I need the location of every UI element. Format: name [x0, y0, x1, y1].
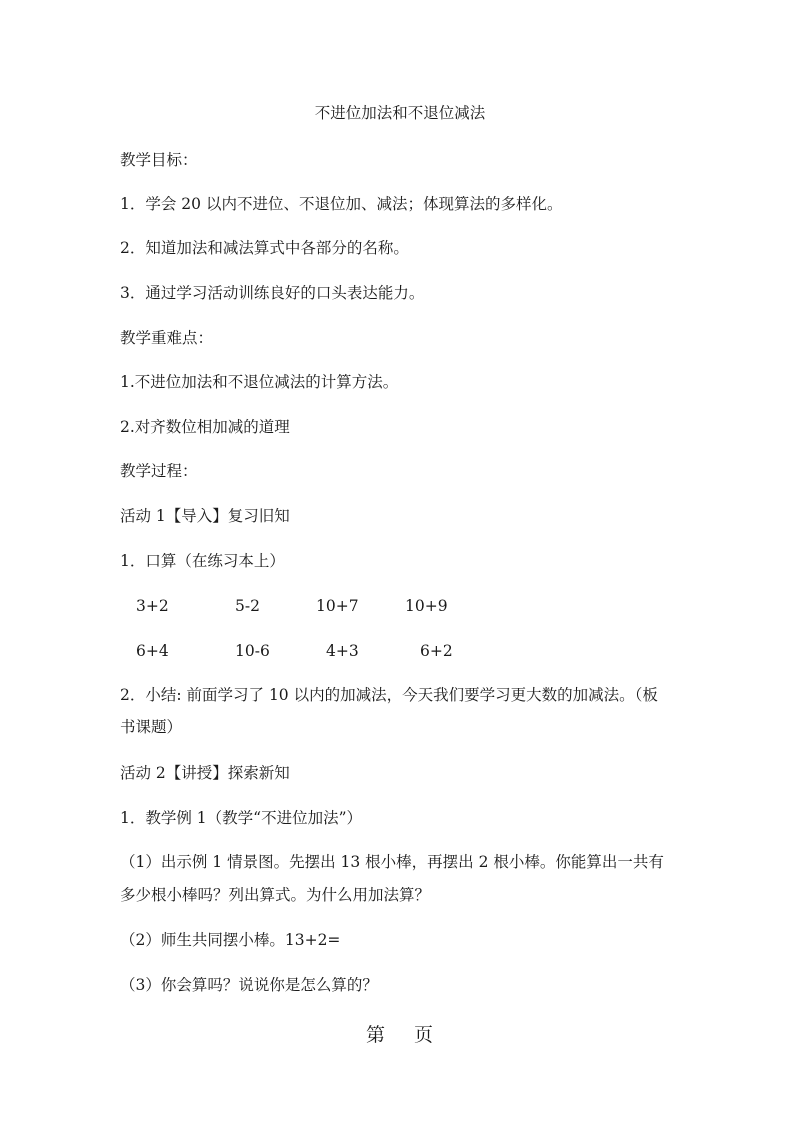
oral-calc-item: 6+2	[420, 642, 453, 660]
oral-calc-item: 10-6	[235, 642, 270, 660]
oral-calc-item: 3+2	[136, 597, 169, 615]
oral-calc-item: 6+4	[136, 642, 169, 660]
key-point-2: 2.对齐数位相加减的道理	[120, 418, 290, 436]
example-1-heading: 1．教学例 1（教学“不进位加法”）	[120, 809, 362, 827]
oral-calc-item: 10+9	[405, 597, 448, 615]
activity-1-heading: 活动 1【导入】复习旧知	[120, 507, 290, 525]
footer-page-suffix: 页	[414, 1024, 435, 1046]
heading-process: 教学过程：	[120, 462, 198, 480]
summary-line-1: 2．小结: 前面学习了 10 以内的加减法，今天我们要学习更大数的加减法。（板	[120, 686, 658, 704]
oral-calc-item: 10+7	[316, 597, 359, 615]
oral-calc-item: 4+3	[326, 642, 359, 660]
step-1-line-1: （1）出示例 1 情景图。先摆出 13 根小棒，再摆出 2 根小棒。你能算出一共有	[120, 853, 664, 871]
step-1-line-2: 多少根小棒吗？列出算式。为什么用加法算？	[120, 886, 431, 904]
step-3: （3）你会算吗？说说你是怎么算的？	[120, 976, 378, 994]
key-point-1: 1.不进位加法和不退位减法的计算方法。	[120, 373, 399, 391]
heading-key-points: 教学重难点：	[120, 329, 214, 347]
page-footer	[0, 1023, 800, 1047]
objective-1: 1．学会 20 以内不进位、不退位加、减法；体现算法的多样化。	[120, 195, 563, 213]
page-title: 不进位加法和不退位减法	[314, 104, 486, 122]
objective-2: 2．知道加法和减法算式中各部分的名称。	[120, 239, 409, 257]
oral-calc-item: 5-2	[235, 597, 260, 615]
heading-objectives: 教学目标：	[120, 151, 198, 169]
footer-page-prefix: 第	[365, 1024, 386, 1046]
step-2: （2）师生共同摆小棒。13+2=	[120, 931, 341, 949]
summary-line-2: 书课题）	[120, 718, 183, 736]
oral-calc-heading: 1．口算（在练习本上）	[120, 552, 285, 570]
activity-2-heading: 活动 2【讲授】探索新知	[120, 764, 290, 782]
objective-3: 3．通过学习活动训练良好的口头表达能力。	[120, 284, 425, 302]
